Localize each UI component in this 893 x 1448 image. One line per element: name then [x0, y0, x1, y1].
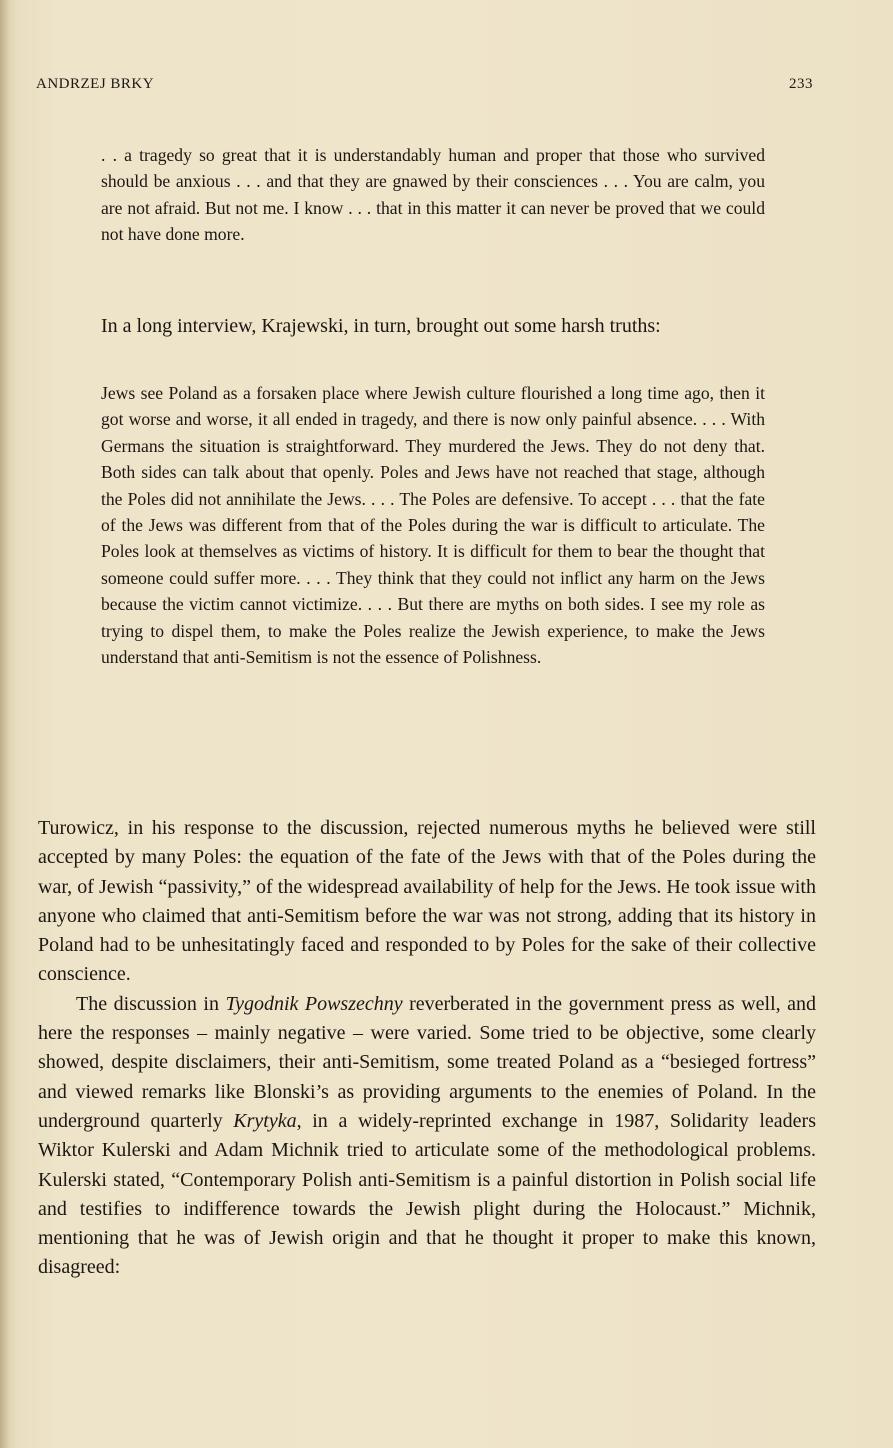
paragraph-text: , in a widely-reprinted exchange in 1987, Solidarity leaders Wiktor Kulerski and Adam Michnik tried to articulate some of the methodological problems. Kulerski stated, “Contemporary Polish anti-Semitism is a painful distortion in Polish social life and testifies to indifference towards the Jewish plight during the Holocaust.” Michnik, mentioning that he was of Jewish origin and that he thought it proper to make this known, disagreed:	[38, 1109, 816, 1279]
running-head-author: ANDRZEJ BRKY	[36, 76, 155, 92]
paragraph-discussion	[38, 990, 816, 1283]
block-quote-2: Jews see Poland as a forsaken place where Jewish culture flourished a long time ago, then it got worse and worse, it all ended in tragedy, and there is now only painful absence. . . . With Germans the situation is straightforward. They murdered the Jews. They do not deny that. Both sides can talk about that openly. Poles and Jews have not reached that stage, although the Poles did not annihilate the Jews. . . . The Poles are defensive. To accept . . . that the fate of the Jews was different from that of the Poles during the war is difficult to articulate. The Poles look at themselves as victims of history. It is difficult for them to bear the thought that someone could suffer more. . . . They think that they could not inflict any harm on the Jews because the victim cannot victimize. . . . But there are myths on both sides. I see my role as trying to dispel them, to make the Poles realize the Jewish experience, to make the Jews understand that anti-Semitism is not the essence of Polishness.	[101, 383, 765, 668]
book-spine-shadow	[0, 0, 10, 1448]
page-number: 233	[789, 76, 813, 92]
paragraph-turowicz: Turowicz, in his response to the discussion, rejected numerous myths he believed were still accepted by many Poles: the equation of the fate of the Jews with that of the Poles during the war, of Jewish “passivity,” of the widespread availability of help for the Jews. He took issue with anyone who claimed that anti-Semitism before the war was not strong, adding that its history in Poland had to be unhesitatingly faced and responded to by Poles for the sake of their collective conscience.	[38, 817, 816, 986]
paragraph-text: The discussion in	[76, 992, 226, 1015]
running-head	[36, 76, 813, 98]
paragraph-text: reverberated in the government press as well, and here the responses – mainly negative – were varied. Some tried to be objective, some clearly showed, despite disclaimers, their anti-Semitism, some treated Poland as a “besieged fortress” and viewed remarks like Blonski’s as providing arguments to the enemies of Poland. In the underground quarterly	[38, 992, 816, 1132]
publication-title: Tygodnik Powszechny	[225, 992, 403, 1015]
block-quote-1: . . a tragedy so great that it is understandably human and proper that those who survived should be anxious . . . and that they are gnawed by their consciences . . . You are calm, you are not afraid. But not me. I know . . . that in this matter it can never be proved that we could not have done more.	[101, 145, 765, 245]
lead-in-sentence: In a long interview, Krajewski, in turn, brought out some harsh truths:	[101, 315, 661, 337]
body-text	[38, 814, 816, 1283]
publication-title: Krytyka	[233, 1109, 297, 1132]
